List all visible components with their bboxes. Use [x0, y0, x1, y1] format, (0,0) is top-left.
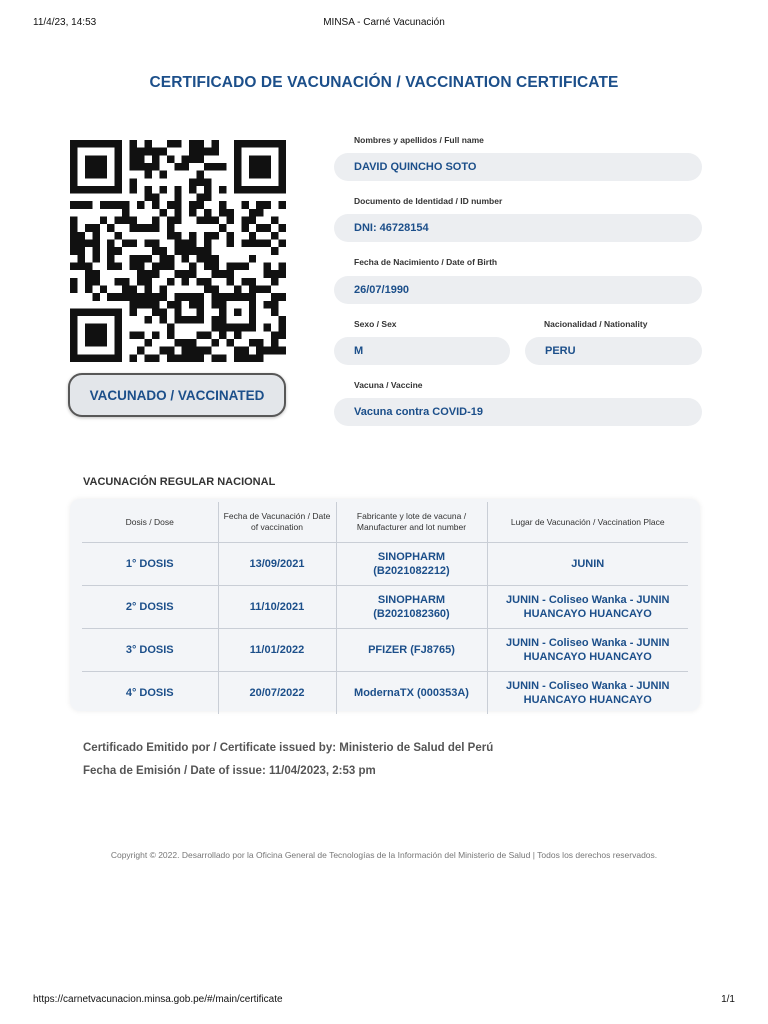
copyright-text: Copyright © 2022. Desarrollado por la Oficina General de Tecnologías de la Información del Ministerio de Salud | Todos los derechos reservados. [110, 850, 658, 860]
qr-code-icon [70, 140, 286, 362]
dose-cell: 1° DOSIS [82, 543, 218, 586]
print-datetime: 11/4/23, 14:53 [33, 17, 97, 28]
dose-cell: 4° DOSIS [82, 672, 218, 715]
date-cell: 13/09/2021 [218, 543, 336, 586]
header-manufacturer: Fabricante y lote de vacuna / Manufacturer and lot number [336, 502, 487, 543]
date-of-birth-label: Fecha de Nacimiento / Date of Birth [354, 257, 498, 267]
header-date: Fecha de Vacunación / Date of vaccination [218, 502, 336, 543]
certificate-title: CERTIFICADO DE VACUNACIÓN / VACCINATION CERTIFICATE [149, 74, 619, 91]
nationality-value: PERU [525, 337, 702, 365]
table-row [82, 672, 688, 715]
vaccine-label: Vacuna / Vaccine [354, 380, 423, 390]
date-cell: 20/07/2022 [218, 672, 336, 715]
issue-date-text: Fecha de Emisión / Date of issue: 11/04/2023, 2:53 pm [83, 765, 376, 777]
table-row [82, 543, 688, 586]
manufacturer-cell: SINOPHARM (B2021082360) [336, 586, 487, 629]
manufacturer-cell: ModernaTX (000353A) [336, 672, 487, 715]
date-cell: 11/10/2021 [218, 586, 336, 629]
table-row [82, 629, 688, 672]
header-dose: Dosis / Dose [125, 516, 174, 527]
vaccinated-status-badge: VACUNADO / VACCINATED [68, 373, 286, 417]
date-of-birth-value: 26/07/1990 [334, 276, 702, 304]
manufacturer-cell: PFIZER (FJ8765) [336, 629, 487, 672]
header-place: Lugar de Vacunación / Vaccination Place [487, 502, 688, 543]
full-name-label: Nombres y apellidos / Full name [354, 135, 484, 145]
id-number-value: DNI: 46728154 [334, 214, 702, 242]
vaccine-value: Vacuna contra COVID-19 [334, 398, 702, 426]
print-url: https://carnetvacunacion.minsa.gob.pe/#/main/certificate [33, 994, 283, 1005]
place-cell: JUNIN - Coliseo Wanka - JUNIN HUANCAYO HUANCAYO [487, 629, 688, 672]
manufacturer-cell: SINOPHARM (B2021082212) [336, 543, 487, 586]
table-header-row [82, 502, 688, 543]
vaccination-section-title: VACUNACIÓN REGULAR NACIONAL [83, 476, 276, 488]
id-number-label: Documento de Identidad / ID number [354, 196, 503, 206]
print-page-number: 1/1 [721, 994, 735, 1005]
sex-label: Sexo / Sex [354, 319, 397, 329]
table-row [82, 586, 688, 629]
nationality-label: Nacionalidad / Nationality [544, 319, 648, 329]
date-cell: 11/01/2022 [218, 629, 336, 672]
print-page-title: MINSA - Carné Vacunación [323, 17, 445, 28]
sex-value: M [334, 337, 510, 365]
place-cell: JUNIN [487, 543, 688, 586]
place-cell: JUNIN - Coliseo Wanka - JUNIN HUANCAYO HUANCAYO [487, 586, 688, 629]
vaccination-table-card [70, 499, 700, 711]
issued-by-text: Certificado Emitido por / Certificate issued by: Ministerio de Salud del Perú [83, 742, 494, 754]
vaccination-table [82, 502, 688, 714]
dose-cell: 3° DOSIS [82, 629, 218, 672]
place-cell: JUNIN - Coliseo Wanka - JUNIN HUANCAYO HUANCAYO [487, 672, 688, 715]
dose-cell: 2° DOSIS [82, 586, 218, 629]
full-name-value: DAVID QUINCHO SOTO [334, 153, 702, 181]
